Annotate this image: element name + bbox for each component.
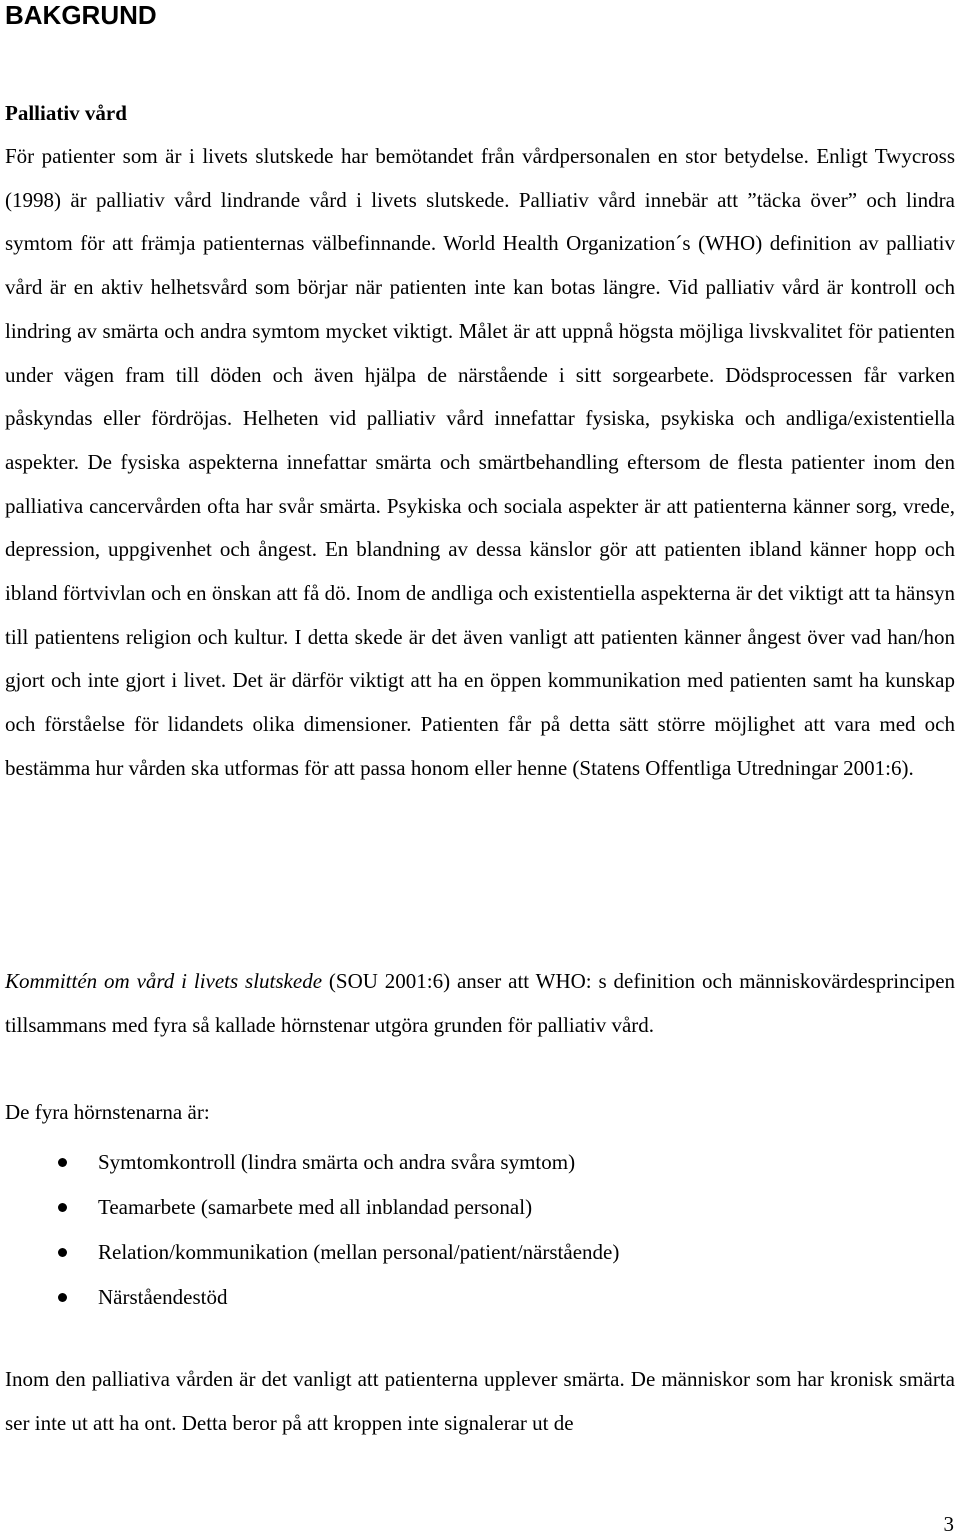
committee-title: Kommittén om vård i livets slutskede [5,969,323,993]
list-item-text: Symtomkontroll (lindra smärta och andra svåra symtom) [98,1150,576,1174]
document-page [5,0,956,1435]
list-item-text: Teamarbete (samarbete med all inblandad personal) [98,1195,533,1219]
paragraph-palliative-care: För patienter som är i livets slutskede har bemötandet från vårdpersonalen en stor betydelse. Enligt Twycross (1998) är palliativ vård lindrande vård i livets slutskede. Palliativ vård innebär att ”täcka över” och lindra symtom för att främja patienternas välbefinnande. World Health Organization´s (WHO) definition av palliativ vård är en aktiv helhetsvård som börjar när patienten inte kan botas längre. Vid palliativ vård är kontroll och lindring av smärta och andra symtom mycket viktigt. Målet är att uppnå högsta möjliga livskvalitet för patienten under vägen fram till döden och även hjälpa de närstående i sitt sorgearbete. Dödsprocessen får varken påskyndas eller fördröjas. Helheten vid palliativ vård innefattar fysiska, psykiska och andliga/existentiella aspekter. De fysiska aspekterna innefattar smärta och smärtbehandling eftersom de flesta patienter inom den palliativa cancervården ofta har svår smärta. Psykiska och sociala aspekter är att patienterna känner sorg, vrede, depression, uppgivenhet och ångest. En blandning av dessa känslor gör att patienten ibland känner hopp och ibland förtvivlan och en önskan att få dö. Inom de andliga och existentiella aspekterna är det viktigt att ta hänsyn till patientens religion och kultur. I detta skede är det även vanligt att patienten känner ångest över vad han/hon gjort och inte gjort i livet. Det är därför viktigt att ha en öppen kommunikation med patienten samt ha kunskap och förståelse för lidandets olika dimensioner. Patienten får på detta sätt större möjlighet att vara med och bestämma hur vården ska utformas för att passa honom eller henne (Statens Offentliga Utredningar 2001:6). [5,144,955,780]
bullet-icon [58,1158,67,1167]
paragraph-committee [5,960,955,1047]
paragraph-pain: Inom den palliativa vården är det vanligt att patienterna upplever smärta. De människor som har kronisk smärta ser inte ut att ha ont. Detta beror på att kroppen inte signalerar ut de [5,1367,955,1435]
page-number: 3 [943,1512,954,1536]
list-item-text: Närståendestöd [98,1285,228,1309]
list-item-text: Relation/kommunikation (mellan personal/patient/närstående) [98,1240,620,1264]
cornerstones-list [5,1140,619,1320]
bullet-icon [58,1293,67,1302]
list-item [5,1140,619,1185]
list-intro: De fyra hörnstenarna är: [5,1100,210,1124]
list-item [5,1275,619,1320]
list-item [5,1230,619,1275]
sub-heading-palliativ-vard: Palliativ vård [5,101,127,125]
bullet-icon [58,1203,67,1212]
list-item [5,1185,619,1230]
bullet-icon [58,1248,67,1257]
paragraph-committee-text: (SOU 2001:6) anser att WHO: s definition och människovärdesprincipen tillsammans med fyra så kallade hörnstenar utgöra grunden för palliativ vård. [5,969,956,1037]
section-heading: BAKGRUND [5,0,157,30]
